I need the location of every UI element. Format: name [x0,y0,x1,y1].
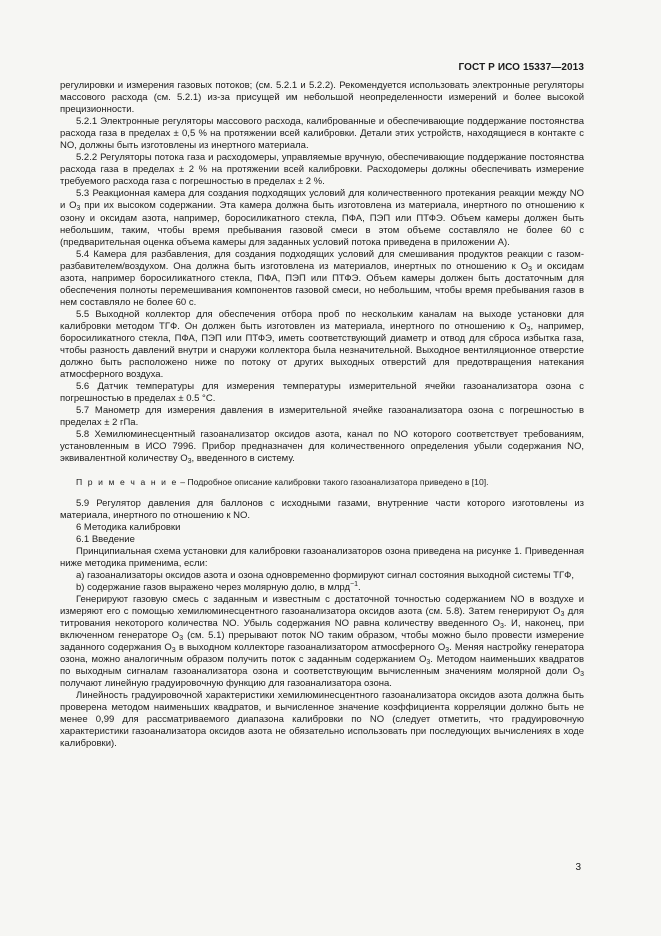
paragraph-5-6: 5.6 Датчик температуры для измерения температуры измерительной ячейки газоанализатора озона с погрешностью в пределах ± 0.5 °С. [60,381,584,405]
note-label: П р и м е ч а н и е [76,476,178,487]
paragraph-6-1: Принципиальная схема установки для калибровки газоанализаторов озона приведена на рисунке 1. Приведенная ниже методика применима, если: [60,545,584,569]
paragraph-5-3: 5.3 Реакционная камера для создания подходящих условий для количественного протекания реакции между NO и $O_3$ при их высоком содержании. Эта камера должна быть изготовлена из материала, инертного по отношению к озону и оксидам азота, например, боросиликатного стекла, ПФА, ПЭП или ПТФЭ. Объем камеры должен быть небольшим, таким, чтобы время пребывания газовой смеси в этом объеме составляло не более 60 с (предварительная оценка объема камеры для заданных условий потока приведена в приложении А). [60,188,584,248]
section-heading-6-1: 6.1 Введение [76,533,135,545]
paragraph-generation: Генерируют газовую смесь с заданным и известным с достаточной точностью содержанием NO в воздухе и измеряют его с помощью хемилюминесцентного газоанализатора оксидов азота (см. 5.8). Затем генерируют $O_3$ для титрования некоторого количества NO. Убыль содержания NO равна количеству введенного $O_3$. И, наконец, при включенном генераторе $O_3$ (см. 5.1) прерывают поток NO таким образом, чтобы можно было провести измерение заданного содержания $O_3$ в выходном коллекторе газоанализатором атмосферного $O_3$. Меняя настройку генератора озона, можно аналогичным образом получить поток с заданным содержанием $O_3$. Методом наименьших квадратов по выходным сигналам газоанализатора озона и соответствующим вычисленным значениям молярной доли $O_3$ получают линейную градуировочную функцию для газоанализатора озона. [60,593,585,690]
list-item-b: b) содержание газов выражено через молярную долю, в млрд$^{-1}$. [76,580,361,593]
paragraph-linearity: Линейность градуировочной характеристики хемилюминесцентного газоанализатора оксидов азота должна быть проверена методом наименьших квадратов, и вычисленное значение коэффициента корреляции должно быть не менее 0,99 для рассматриваемого диапазона калибровки по NO (следует отметить, что градуировочную характеристики газоанализатора оксидов азота не обязательно использовать при последующих вычислениях в ходе калибровки). [60,690,584,750]
paragraph-5-7: 5.7 Манометр для измерения давления в измерительной ячейке газоанализатора озона с погрешностью в пределах ± 2 гПа. [60,405,584,429]
section-heading-6: 6 Методика калибровки [76,521,181,533]
note [60,476,584,488]
paragraph-5-8: 5.8 Хемилюминесцентный газоанализатор оксидов азота, канал по NO которого соответствует требованиям, установленным в ИСО 7996. Прибор предназначен для количественного определения убыли содержания NO, эквивалентной количеству $O_3$, введенного в систему. [60,429,584,466]
list-item-a: а) газоанализаторы оксидов азота и озона одновременно формируют сигнал состояния выходной системы ТГФ, [76,569,574,581]
paragraph-continuation: регулировки и измерения газовых потоков; (см. 5.2.1 и 5.2.2). Рекомендуется использовать электронные регуляторы массового расхода (см. 5.2.1) из-за присущей им небольшой неопределенности измерений и более высокой прецизионности. [60,80,584,116]
note-text: – Подробное описание калибровки такого газоанализатора приведено в [10]. [177,476,489,487]
paragraph-5-9: 5.9 Регулятор давления для баллонов с исходными газами, внутренние части которого изготовлены из материала, инертного по отношению к NO. [60,497,584,521]
paragraph-5-5: 5.5 Выходной коллектор для обеспечения отбора проб по нескольким каналам на выходе установки для калибровки методом ТГФ. Он должен быть изготовлен из материала, инертного по отношению к $O_3$, например, боросиликатного стекла, ПФА, ПЭП или ПТФЭ, иметь соответствующий диаметр и отвод для сброса избытка газа, чтобы разность давлений внутри и снаружи коллектора была незначительной. Выходное вентиляционное отверстие должно быть расположено ниже по потоку от других выходных отверстий для предотвращения натекания атмосферного воздуха. [60,308,585,381]
page-number: 3 [575,862,581,873]
paragraph-5-4: 5.4 Камера для разбавления, для создания подходящих условий для смешивания продуктов реакции с газом-разбавителем/воздухом. Она должна быть изготовлена из материалов, инертных по отношению к $O_3$ и оксидам азота, например боросиликатного стекла, ПФА, ПЭП или ПТФЭ. Объем камеры должен быть достаточным для обеспечения полноты перемешивания компонентов газовой смеси, но небольшим, чтобы время пребывания газов в нем составляло не более 60 с. [60,248,584,308]
document-header: ГОСТ Р ИСО 15337—2013 [458,62,584,73]
document-body [60,80,584,751]
paragraph-5-2-2: 5.2.2 Регуляторы потока газа и расходомеры, управляемые вручную, обеспечивающие поддержание постоянства расхода газа в пределах ± 2 % на протяжении всей калибровки. Расходомеры должны обеспечивать измерение требуемого расхода газа с погрешностью в пределах ± 2 %. [60,152,584,188]
paragraph-5-2-1: 5.2.1 Электронные регуляторы массового расхода, калиброванные и обеспечивающие поддержание постоянства расхода газа в пределах ± 0,5 % на протяжении всей калибровки. Детали этих устройств, находящиеся в контакте с NO, должны быть изготовлены из инертного материала. [60,116,584,152]
